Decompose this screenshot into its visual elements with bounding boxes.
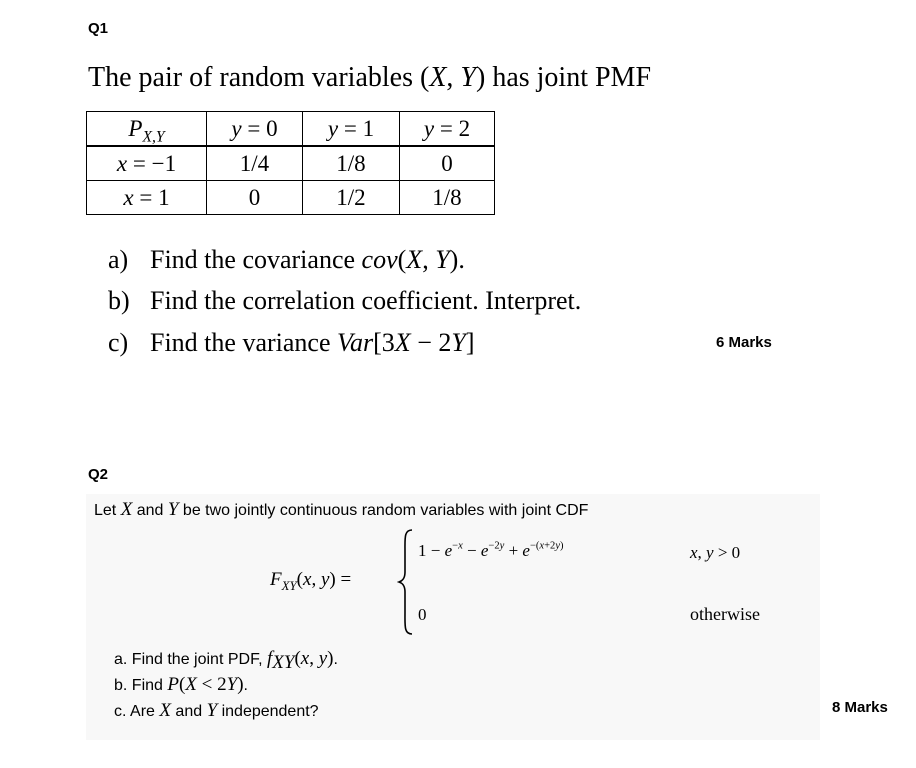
col-header-y1: y = 1 [303, 112, 400, 147]
left-brace-icon [397, 528, 415, 636]
q1-marks: 6 Marks [716, 334, 772, 351]
q2-intro: Let X and Y be two jointly continuous random variables with joint CDF [94, 499, 589, 520]
table-cell: 1/8 [303, 146, 400, 181]
q2-part-c: c. Are X and Y independent? [114, 700, 319, 721]
table-cell: 1/8 [400, 181, 495, 215]
q1-part-b: b) Find the correlation coefficient. Interpret. [108, 286, 582, 315]
col-header-y0: y = 0 [207, 112, 303, 147]
part-label: a. [114, 651, 128, 668]
row-label-x-neg1: x = −1 [87, 146, 207, 181]
part-label: c. [114, 703, 127, 720]
table-corner-cell: $P_{X,Y}$ [87, 112, 207, 147]
cdf-case1-expr: $1 - e^{-x} - e^{-2y} + e^{-(x+2y)}$ [418, 540, 564, 560]
part-label: b) [108, 286, 130, 315]
table-cell: 1/4 [207, 146, 303, 181]
table-cell: 0 [400, 146, 495, 181]
joint-pmf-table [86, 111, 495, 215]
part-label: c) [108, 328, 129, 357]
cdf-case2-condition: otherwise [690, 604, 760, 624]
part-label: b. [114, 677, 128, 694]
col-header-y2: y = 2 [400, 112, 495, 147]
table-cell: 1/2 [303, 181, 400, 215]
q1-intro: The pair of random variables (X, Y) has joint PMF [88, 62, 652, 93]
q1-part-c: c) Find the variance Var[3X − 2Y] [108, 328, 475, 357]
table-cell: 0 [207, 181, 303, 215]
row-label-x-1: x = 1 [87, 181, 207, 215]
q1-part-a: a) Find the covariance cov(X, Y). [108, 245, 465, 274]
q2-marks: 8 Marks [832, 699, 888, 716]
cdf-case2-expr: 0 [418, 605, 427, 624]
q1-heading: Q1 [88, 20, 109, 37]
table-row [87, 181, 495, 215]
q2-part-a: a. Find the joint PDF, $f_{XY}(x$, y). [114, 648, 338, 674]
q2-part-b: b. Find P(X < 2Y). [114, 674, 248, 695]
table-row [87, 146, 495, 181]
table-header-row [87, 112, 495, 147]
part-label: a) [108, 245, 129, 274]
cdf-case1-condition: x, y > 0 [690, 543, 741, 562]
cdf-lhs: $F_{XY}(x$, y) = [270, 569, 352, 593]
q2-heading: Q2 [88, 466, 109, 483]
